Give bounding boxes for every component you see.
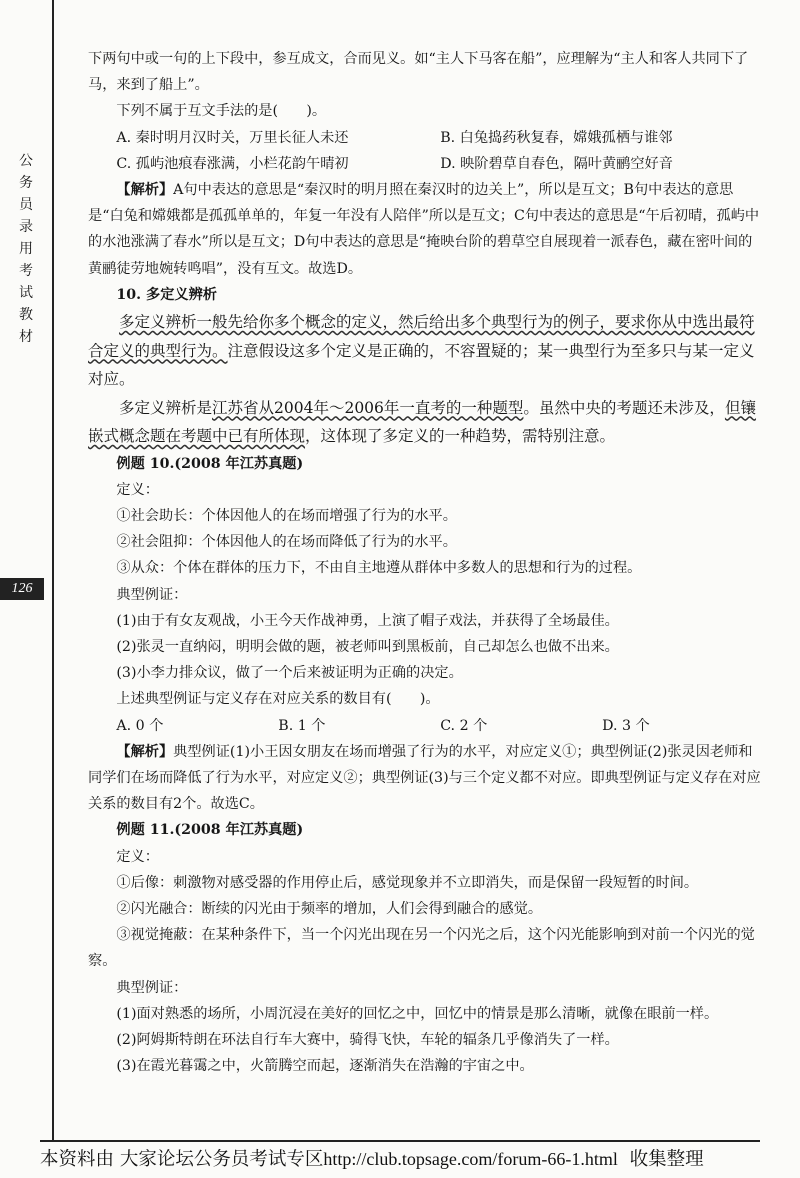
section-intro: [88, 308, 764, 394]
case: (1)由于有女友观战，小王今天作战神勇，上演了帽子戏法，并获得了全场最佳。: [116, 612, 619, 629]
definition-label: 定义：: [116, 481, 159, 498]
section-paragraph: [88, 394, 764, 451]
case: (2)张灵一直纳闷，明明会做的题，被老师叫到黑板前，自己却怎么也做不出来。: [116, 638, 619, 655]
definition: ①后像：刺激物对感受器的作用停止后，感觉现象并不立即消失，而是保留一段短暂的时间。: [116, 874, 699, 891]
example-title: 例题 11.(2008 年江苏真题): [116, 822, 304, 839]
option-d: D. 3 个: [602, 717, 650, 734]
definition: ②闪光融合：断续的闪光由于频率的增加，人们会得到融合的感觉。: [116, 900, 543, 917]
option-c: C. 2 个: [440, 717, 488, 734]
analysis-text: A句中表达的意思是“秦汉时的明月照在秦汉时的边关上”，所以是互文；B句中表达的意思是“白兔和嫦娥都是孤孤单单的，年复一年没有人陪伴”所以是互文；C句中表达的意思是“午后初晴，孤屿中的水池涨满了春水”所以是互文；D句中表达的意思是“掩映台阶的碧草空自展现着一派春色，藏在密叶间的黄鹂徒劳地婉转鸣唱”，没有互文。故选D。: [88, 182, 760, 277]
analysis-text: 典型例证(1)小王因女朋友在场而增强了行为的水平，对应定义①；典型例证(2)张灵因老师和同学们在场而降低了行为水平，对应定义②；典型例证(3)与三个定义都不对应。即典型例证与定义存在对应关系的数目有2个。故选C。: [88, 743, 761, 813]
analysis: [88, 739, 764, 818]
page-content: [88, 46, 764, 1079]
example-title: 例题 10.(2008 年江苏真题): [116, 455, 304, 472]
footer-suffix: 收集整理: [629, 1149, 704, 1170]
definition: ①社会助长：个体因他人的在场而增强了行为的水平。: [116, 507, 457, 524]
option-c: C. 孤屿池痕春涨满，小栏花韵午晴初: [116, 155, 349, 172]
case: (3)小李力排众议，做了一个后来被证明为正确的决定。: [116, 665, 463, 682]
case: (2)阿姆斯特朗在环法自行车大赛中，骑得飞快，车轮的辐条几乎像消失了一样。: [116, 1032, 619, 1048]
options-row: [88, 713, 764, 739]
case: (1)面对熟悉的场所，小周沉浸在美好的回忆之中，回忆中的情景是那么清晰，就像在眼前一样。: [116, 1005, 719, 1022]
footer-url[interactable]: http://club.topsage.com/forum-66-1.html: [323, 1149, 618, 1169]
sidebar: [0, 0, 54, 1140]
analysis-label: 【解析】: [116, 743, 174, 760]
analysis-label: 【解析】: [116, 182, 174, 199]
text-run: ，这体现了多定义的一种趋势，需特别注意。: [305, 427, 616, 446]
page-number: 126: [0, 578, 44, 600]
cases-label: 典型例证：: [116, 586, 188, 603]
definition: ③从众：个体在群体的压力下，不由自主地遵从群体中多数人的思想和行为的过程。: [116, 560, 642, 577]
question-stem: 下列不属于互文手法的是( )。: [116, 103, 327, 120]
option-d: D. 映阶碧草自春色，隔叶黄鹂空好音: [440, 155, 673, 172]
text-emphasis: 江苏省从2004年～2006年一直考的一种题型: [212, 398, 524, 417]
definition-label: 定义：: [116, 848, 159, 865]
intro-rest: 注意假设这多个定义是正确的，不容置疑的；某一典型行为至多只与某一定义对应。: [88, 341, 755, 389]
section-heading: 10. 多定义辨析: [116, 286, 217, 303]
question-stem: 上述典型例证与定义存在对应关系的数目有( )。: [116, 691, 440, 708]
text-run: 。虽然中央的考题还未涉及，: [523, 398, 725, 417]
analysis: [88, 177, 764, 282]
footer-prefix: 本资料由 大家论坛公务员考试专区: [40, 1149, 324, 1170]
definition: ③视觉掩蔽：在某种条件下，当一个闪光出现在另一个闪光之后，这个闪光能影响到对前一个闪光的觉察。: [88, 927, 755, 970]
options-row: [88, 125, 764, 151]
paragraph: 下两句中或一句的上下段中，参互成文，合而见义。如“主人下马客在船”，应理解为“主人和客人共同下了马，来到了船上”。: [88, 51, 749, 94]
text-emphasis: 但镶嵌式概念题在考题中已有所体现: [88, 398, 756, 446]
option-b: B. 白兔捣药秋复春，嫦娥孤栖与谁邻: [440, 129, 673, 146]
intro-emphasis: 多定义辨析一般先给你多个概念的定义，然后给出多个典型行为的例子，要求你从中选出最符合定义的典型行为。: [88, 313, 755, 360]
case: (3)在霞光暮霭之中，火箭腾空而起，逐渐消失在浩瀚的宇宙之中。: [116, 1058, 534, 1075]
cases-label: 典型例证：: [116, 979, 188, 996]
definition: ②社会阻抑：个体因他人的在场而降低了行为的水平。: [116, 534, 457, 551]
footer-banner: [40, 1140, 760, 1178]
text-run: 多定义辨析是: [119, 398, 213, 417]
option-a: A. 秦时明月汉时关，万里长征人未还: [116, 129, 349, 146]
sidebar-title: 公务员录用考试教材: [19, 153, 33, 345]
options-row: [88, 151, 764, 177]
option-a: A. 0 个: [116, 717, 164, 734]
option-b: B. 1 个: [278, 717, 326, 734]
